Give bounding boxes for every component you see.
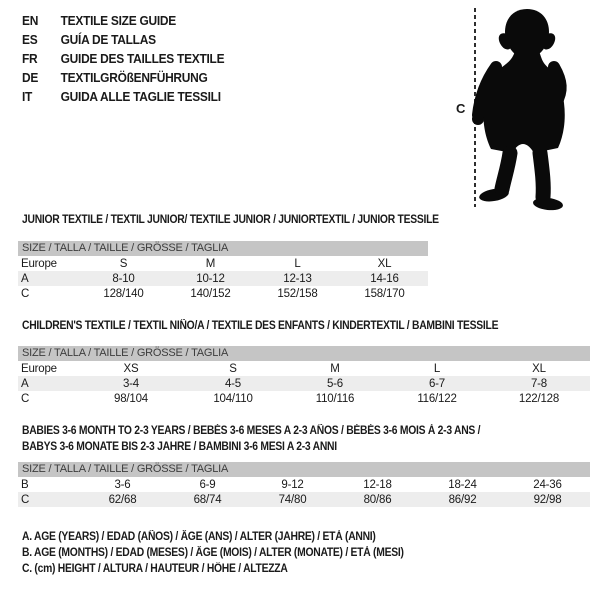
lang-title: GUÍA DE TALLAS — [60, 32, 156, 47]
legend-line-a: A. AGE (YEARS) / EDAD (AÑOS) / ÂGE (ANS) / ALTER (JAHRE) / ETÀ (ANNI) — [22, 531, 376, 543]
size-cell: XL — [377, 257, 392, 270]
row-label: B — [21, 478, 29, 491]
height-cell: 152/158 — [277, 287, 318, 300]
babies-section-title-line1: BABIES 3-6 MONTH TO 2-3 YEARS / BEBÉS 3-6 MESES A 2-3 AÑOS / BÉBÉS 3-6 MOIS À 2-3 ANS / — [22, 425, 481, 437]
age-cell: 3-6 — [114, 478, 131, 491]
size-cell: M — [330, 362, 340, 375]
lang-code: ES — [22, 32, 38, 47]
lang-title: GUIDE DES TAILLES TEXTILE — [60, 51, 225, 66]
age-cell: 4-5 — [224, 377, 242, 390]
age-cell: 7-8 — [530, 377, 548, 390]
size-cell: XS — [123, 362, 139, 375]
height-cell: 110/116 — [315, 392, 355, 405]
age-cell: 18-24 — [448, 478, 477, 491]
size-cell: L — [433, 362, 441, 375]
row-label: Europe — [21, 362, 57, 375]
height-cell: 92/98 — [533, 493, 562, 506]
lang-code: IT — [22, 89, 33, 104]
height-cell: 80/86 — [363, 493, 392, 506]
row-label: A — [21, 272, 29, 285]
height-cell: 104/110 — [213, 392, 253, 405]
size-header-band: SIZE / TALLA / TAILLE / GRÖSSE / TAGLIA — [18, 462, 590, 477]
junior-size-table — [18, 241, 428, 301]
age-cell: 8-10 — [112, 272, 135, 285]
lang-code: EN — [22, 13, 39, 28]
row-label: Europe — [21, 257, 57, 270]
childrens-size-table — [18, 346, 590, 406]
babies-size-table — [18, 462, 590, 507]
row-label: C — [21, 392, 30, 405]
size-cell: S — [229, 362, 237, 375]
babies-section-title-line2: BABYS 3-6 MONATE BIS 2-3 JAHRE / BAMBINI 3-6 MESI A 2-3 ANNI — [22, 441, 337, 453]
title-line-de — [22, 68, 224, 87]
height-cell: 140/152 — [190, 287, 231, 300]
height-cell: 122/128 — [518, 392, 560, 405]
title-line-fr — [22, 49, 224, 68]
height-cell: 158/170 — [364, 287, 405, 300]
language-title-block — [22, 11, 242, 106]
height-cell: 62/68 — [108, 493, 137, 506]
height-measure-label-c: C — [456, 101, 466, 116]
age-cell: 9-12 — [281, 478, 304, 491]
height-cell: 116/122 — [417, 392, 457, 405]
legend-line-b: B. AGE (MONTHS) / EDAD (MESES) / ÂGE (MOIS) / ALTER (MONATE) / ETÀ (MESI) — [22, 547, 404, 559]
size-header-band: SIZE / TALLA / TAILLE / GRÖSSE / TAGLIA — [18, 241, 428, 256]
lang-title: GUIDA ALLE TAGLIE TESSILI — [60, 89, 221, 104]
size-header-band: SIZE / TALLA / TAILLE / GRÖSSE / TAGLIA — [18, 346, 590, 361]
size-cell: M — [205, 257, 216, 270]
height-cell: 98/104 — [114, 392, 148, 405]
table-row-height — [18, 286, 428, 301]
lang-code: FR — [22, 51, 38, 66]
baby-silhouette-image — [468, 7, 580, 211]
age-cell: 6-9 — [199, 478, 216, 491]
table-row-height — [18, 492, 590, 507]
age-cell: 14-16 — [370, 272, 399, 285]
age-cell: 5-6 — [326, 377, 344, 390]
table-row-age-months — [18, 477, 590, 492]
height-cell: 74/80 — [278, 493, 307, 506]
measurement-legend — [22, 531, 446, 579]
table-row-age — [18, 376, 590, 391]
age-cell: 10-12 — [196, 272, 225, 285]
lang-title: TEXTILE SIZE GUIDE — [60, 13, 176, 28]
lang-title: TEXTILGRÖßENFÜHRUNG — [60, 70, 208, 85]
size-cell: L — [294, 257, 301, 270]
age-cell: 12-18 — [363, 478, 392, 491]
table-row-height — [18, 391, 590, 406]
title-line-es — [22, 30, 224, 49]
junior-section-title: JUNIOR TEXTILE / TEXTIL JUNIOR/ TEXTILE JUNIOR / JUNIORTEXTIL / JUNIOR TESSILE — [22, 214, 439, 226]
row-label: C — [21, 287, 30, 300]
legend-line-c: C. (cm) HEIGHT / ALTURA / HAUTEUR / HÖHE / ALTEZZA — [22, 563, 288, 575]
table-row-europe — [18, 256, 428, 271]
title-line-en — [22, 11, 224, 30]
age-cell: 12-13 — [283, 272, 312, 285]
age-cell: 24-36 — [533, 478, 562, 491]
size-cell: S — [119, 257, 128, 270]
height-cell: 86/92 — [448, 493, 477, 506]
lang-code: DE — [22, 70, 39, 85]
title-line-it — [22, 87, 224, 106]
table-row-europe — [18, 361, 590, 376]
table-row-age — [18, 271, 428, 286]
row-label: C — [21, 493, 30, 506]
height-cell: 68/74 — [193, 493, 222, 506]
size-cell: XL — [532, 362, 546, 375]
row-label: A — [21, 377, 29, 390]
age-cell: 6-7 — [428, 377, 446, 390]
childrens-section-title: CHILDREN'S TEXTILE / TEXTIL NIÑO/A / TEXTILE DES ENFANTS / KINDERTEXTIL / BAMBINI TESSILE — [22, 320, 499, 332]
age-cell: 3-4 — [122, 377, 140, 390]
height-cell: 128/140 — [103, 287, 144, 300]
